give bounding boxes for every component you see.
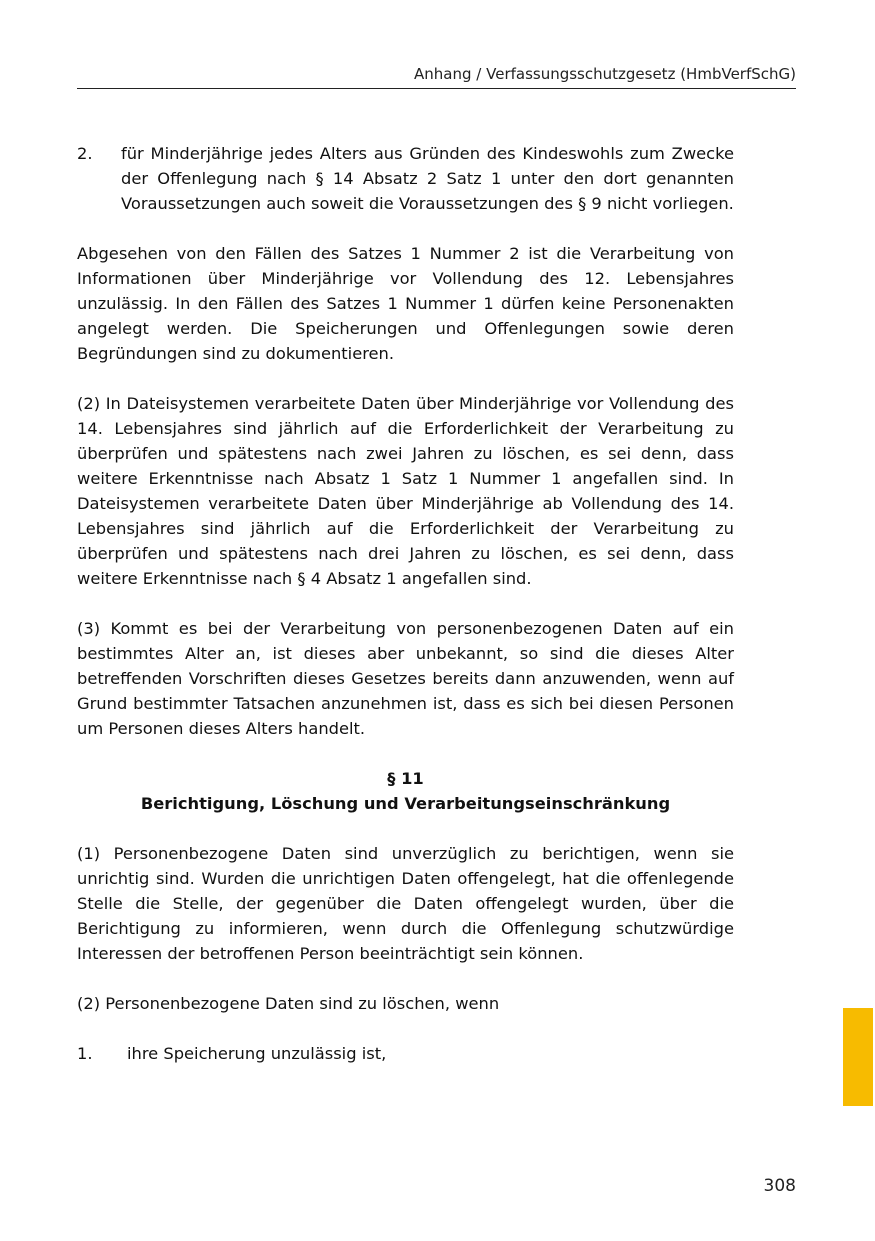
page-body <box>77 141 734 1091</box>
section-heading <box>77 766 734 816</box>
section-title: Berichtigung, Löschung und Verarbeitungseinschränkung <box>140 794 671 813</box>
paragraph-data-review-deadlines: (2) In Dateisystemen verarbeitete Daten über Minderjährige vor Vollendung des 14. Lebensjahres sind jährlich auf die Erforderlichkeit der Verarbeitung zu überprüfen und spätestens nach zwei Jahren zu löschen, es sei denn, dass weitere Erkenntnisse nach Absatz 1 Satz 1 Nummer 1 angefallen sind. In Dateisystemen verarbeitete Daten über Minderjährige ab Vollendung des 14. Lebensjahres sind jährlich auf die Erforderlichkeit der Verarbeitung zu überprüfen und spätestens nach drei Jahren zu löschen, es sei denn, dass weitere Erkenntnisse nach § 4 Absatz 1 angefallen sind. <box>77 394 734 588</box>
list-item-text: ihre Speicherung unzulässig ist, <box>127 1044 387 1063</box>
chapter-thumb-tab <box>843 1008 873 1106</box>
page-number: 308 <box>763 1176 796 1196</box>
list-item-1 <box>77 1041 734 1066</box>
paragraph-minors-age-limit: Abgesehen von den Fällen des Satzes 1 Nummer 2 ist die Verarbeitung von Informationen über Minderjährige vor Vollendung des 12. Lebensjahres unzulässig. In den Fällen des Satzes 1 Nummer 1 dürfen keine Personenakten angelegt werden. Die Speicherungen und Offenlegungen sowie deren Begründungen sind zu dokumentieren. <box>77 244 734 363</box>
paragraph-deletion-intro: (2) Personenbezogene Daten sind zu löschen, wenn <box>77 994 500 1013</box>
list-item-text: für Minderjährige jedes Alters aus Gründen des Kindeswohls zum Zwecke der Offenlegung nach § 14 Absatz 2 Satz 1 unter den dort genannten Voraussetzungen auch soweit die Voraussetzungen des § 9 nicht vorliegen. <box>121 144 734 213</box>
section-number: § 11 <box>387 769 424 788</box>
list-item-2 <box>77 141 734 216</box>
running-header-title: Anhang / Verfassungsschutzgesetz (HmbVerfSchG) <box>414 65 796 83</box>
paragraph-correction: (1) Personenbezogene Daten sind unverzüglich zu berichtigen, wenn sie unrichtig sind. Wurden die unrichtigen Daten offengelegt, hat die offenlegende Stelle die Stelle, der gegenüber die Daten offengelegt wurden, über die Berichtigung zu informieren, wenn durch die Offenlegung schutzwürdige Interessen der betroffenen Person beeinträchtigt sein können. <box>77 844 734 963</box>
header-divider <box>77 88 796 89</box>
list-item-number: 1. <box>77 1044 93 1063</box>
list-item-number: 2. <box>77 144 93 163</box>
paragraph-unknown-age: (3) Kommt es bei der Verarbeitung von personenbezogenen Daten auf ein bestimmtes Alter an, ist dieses aber unbekannt, so sind die dieses Alter betreffenden Vorschriften dieses Gesetzes bereits dann anzuwenden, wenn auf Grund bestimmter Tatsachen anzunehmen ist, dass es sich bei diesen Personen um Personen dieses Alters handelt. <box>77 619 734 738</box>
